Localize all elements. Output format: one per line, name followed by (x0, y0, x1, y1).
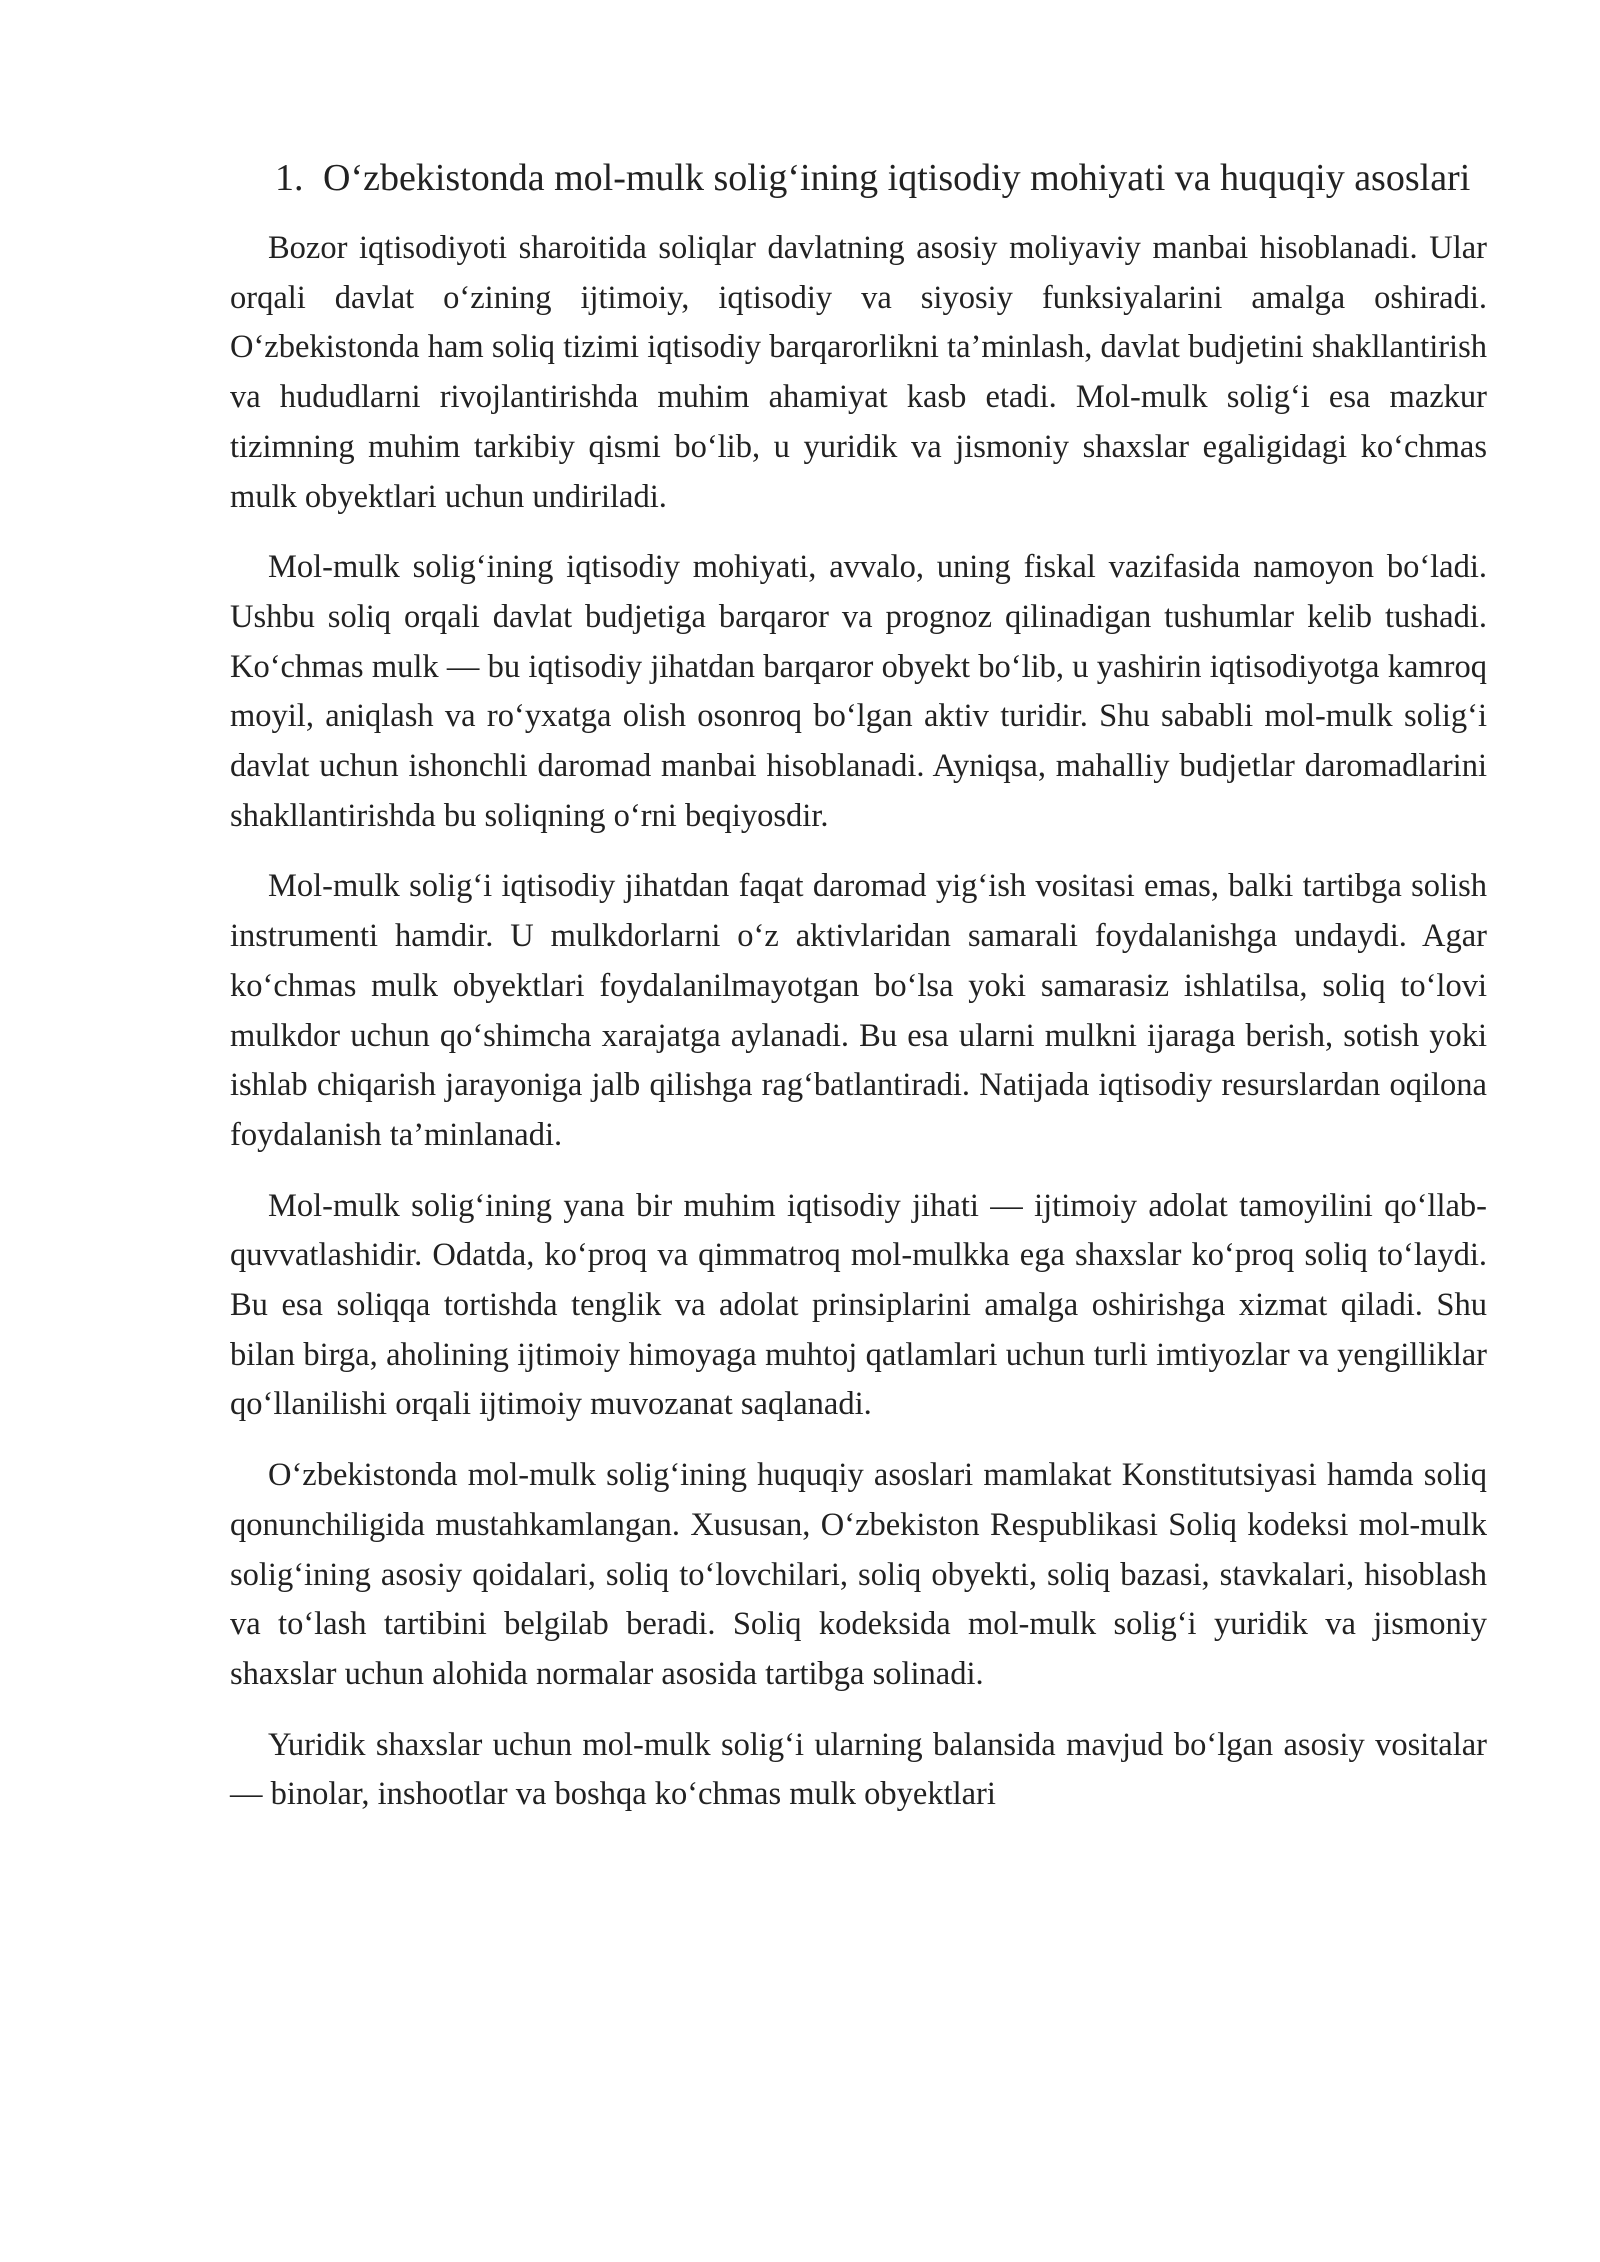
paragraph-4: Mol-mulk solig‘ining yana bir muhim iqtisodiy jihati — ijtimoiy adolat tamoyilini qo‘llab-quvvatlashidir. Odatda, ko‘proq va qimmatroq mol-mulkka ega shaxslar ko‘proq soliq to‘laydi. Bu esa soliqqa tortishda tenglik va adolat prinsiplarini amalga oshirishga xizmat qiladi. Shu bilan birga, aholining ijtimoiy himoyaga muhtoj qatlamlari uchun turli imtiyozlar va yengilliklar qo‘llanilishi orqali ijtimoiy muvozanat saqlanadi. (230, 1187, 1487, 1423)
section-title: O‘zbekistonda mol-mulk solig‘ining iqtisodiy mohiyati va huquqiy asoslari (323, 157, 1471, 199)
paragraph-2: Mol-mulk solig‘ining iqtisodiy mohiyati, avvalo, uning fiskal vazifasida namoyon bo‘ladi. Ushbu soliq orqali davlat budjetiga barqaror va prognoz qilinadigan tushumlar kelib tushadi. Ko‘chmas mulk — bu iqtisodiy jihatdan barqaror obyekt bo‘lib, u yashirin iqtisodiyotga kamroq moyil, aniqlash va ro‘yxatga olish osonroq bo‘lgan aktiv turidir. Shu sababli mol-mulk solig‘i davlat uchun ishonchli daromad manbai hisoblanadi. Ayniqsa, mahalliy budjetlar daromadlarini shakllantirishda bu soliqning o‘rni beqiyosdir. (230, 549, 1487, 834)
paragraph-1: Bozor iqtisodiyoti sharoitida soliqlar davlatning asosiy moliyaviy manbai hisoblanadi. Ular orqali davlat o‘zining ijtimoiy, iqtisodiy va siyosiy funksiyalarini amalga oshiradi. O‘zbekistonda ham soliq tizimi iqtisodiy barqarorlikni ta’minlash, davlat budjetini shakllantirish va hududlarni rivojlantirishda muhim ahamiyat kasb etadi. Mol-mulk solig‘i esa mazkur tizimning muhim tarkibiy qismi bo‘lib, u yuridik va jismoniy shaxslar egaligidagi ko‘chmas mulk obyektlari uchun undiriladi. (230, 230, 1487, 515)
paragraph-3: Mol-mulk solig‘i iqtisodiy jihatdan faqat daromad yig‘ish vositasi emas, balki tartibga solish instrumenti hamdir. U mulkdorlarni o‘z aktivlaridan samarali foydalanishga undaydi. Agar ko‘chmas mulk obyektlari foydalanilmayotgan bo‘lsa yoki samarasiz ishlatilsa, soliq to‘lovi mulkdor uchun qo‘shimcha xarajatga aylanadi. Bu esa ularni mulkni ijaraga berish, sotish yoki ishlab chiqarish jarayoniga jalb qilishga rag‘batlantiradi. Natijada iqtisodiy resurslardan oqilona foydalanish ta’minlanadi. (230, 868, 1487, 1153)
paragraph-5: O‘zbekistonda mol-mulk solig‘ining huquqiy asoslari mamlakat Konstitutsiyasi hamda soliq qonunchiligida mustahkamlangan. Xususan, O‘zbekiston Respublikasi Soliq kodeksi mol-mulk solig‘ining asosiy qoidalari, soliq to‘lovchilari, soliq obyekti, soliq bazasi, stavkalari, hisoblash va to‘lash tartibini belgilab beradi. Soliq kodeksida mol-mulk solig‘i yuridik va jismoniy shaxslar uchun alohida normalar asosida tartibga solinadi. (230, 1457, 1487, 1692)
section-heading (275, 150, 1487, 206)
section-number: 1. (275, 157, 304, 199)
document-page (230, 150, 1487, 1841)
paragraph-6: Yuridik shaxslar uchun mol-mulk solig‘i ularning balansida mavjud bo‘lgan asosiy vositalar — binolar, inshootlar va boshqa ko‘chmas mulk obyektlari (230, 1726, 1487, 1813)
